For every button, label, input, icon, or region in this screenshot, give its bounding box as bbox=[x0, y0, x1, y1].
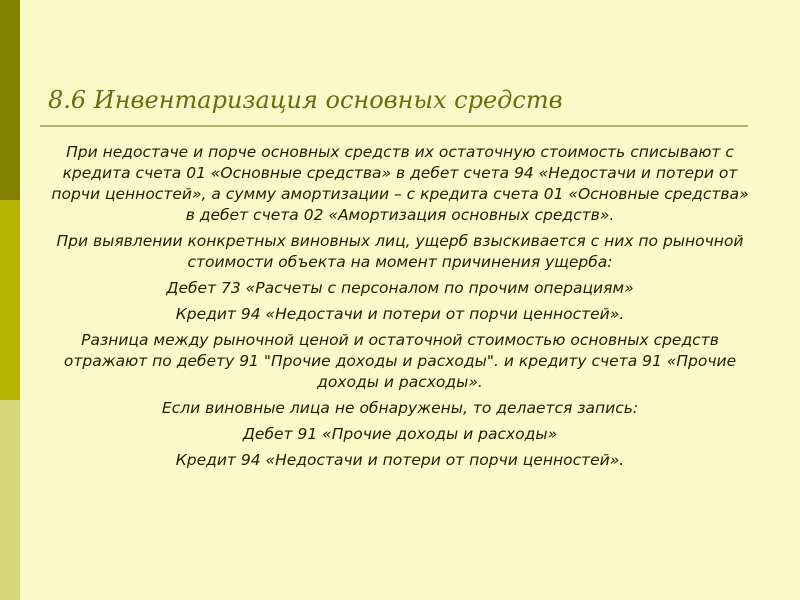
body-paragraph: Кредит 94 «Недостачи и потери от порчи ценностей». bbox=[175, 305, 625, 323]
accent-bar-segment-bottom bbox=[0, 400, 20, 600]
left-accent-bar bbox=[0, 0, 20, 600]
body-paragraph: При выявлении конкретных виновных лиц, ущерб взыскивается с них по рыночной стоимости объекта на момент причинения ущерба: bbox=[56, 232, 744, 271]
body-paragraph: Если виновные лица не обнаружены, то делается запись: bbox=[161, 399, 639, 417]
body-paragraph: Кредит 94 «Недостачи и потери от порчи ценностей». bbox=[175, 451, 625, 469]
body-paragraph: Дебет 91 «Прочие доходы и расходы» bbox=[242, 425, 558, 443]
body-paragraph: Дебет 73 «Расчеты с персоналом по прочим операциям» bbox=[166, 279, 634, 297]
slide-title: 8.6 Инвентаризация основных средств bbox=[48, 86, 563, 114]
accent-bar-segment-middle bbox=[0, 200, 20, 400]
accent-bar-segment-top bbox=[0, 0, 20, 200]
body-paragraph: Разница между рыночной ценой и остаточной стоимостью основных средств отражают по дебету 91 "Прочие доходы и расходы". и кредиту счета 91 «Прочие доходы и расходы». bbox=[63, 331, 737, 391]
title-underline bbox=[40, 125, 748, 127]
slide-body bbox=[50, 142, 750, 476]
body-paragraph: При недостаче и порче основных средств их остаточную стоимость списывают с кредита счета 01 «Основные средства» в дебет счета 94 «Недостачи и потери от порчи ценностей», а сумму амортизации – с кредита счета 01 «Основные средства» в дебет счета 02 «Амортизация основных средств». bbox=[51, 143, 749, 224]
